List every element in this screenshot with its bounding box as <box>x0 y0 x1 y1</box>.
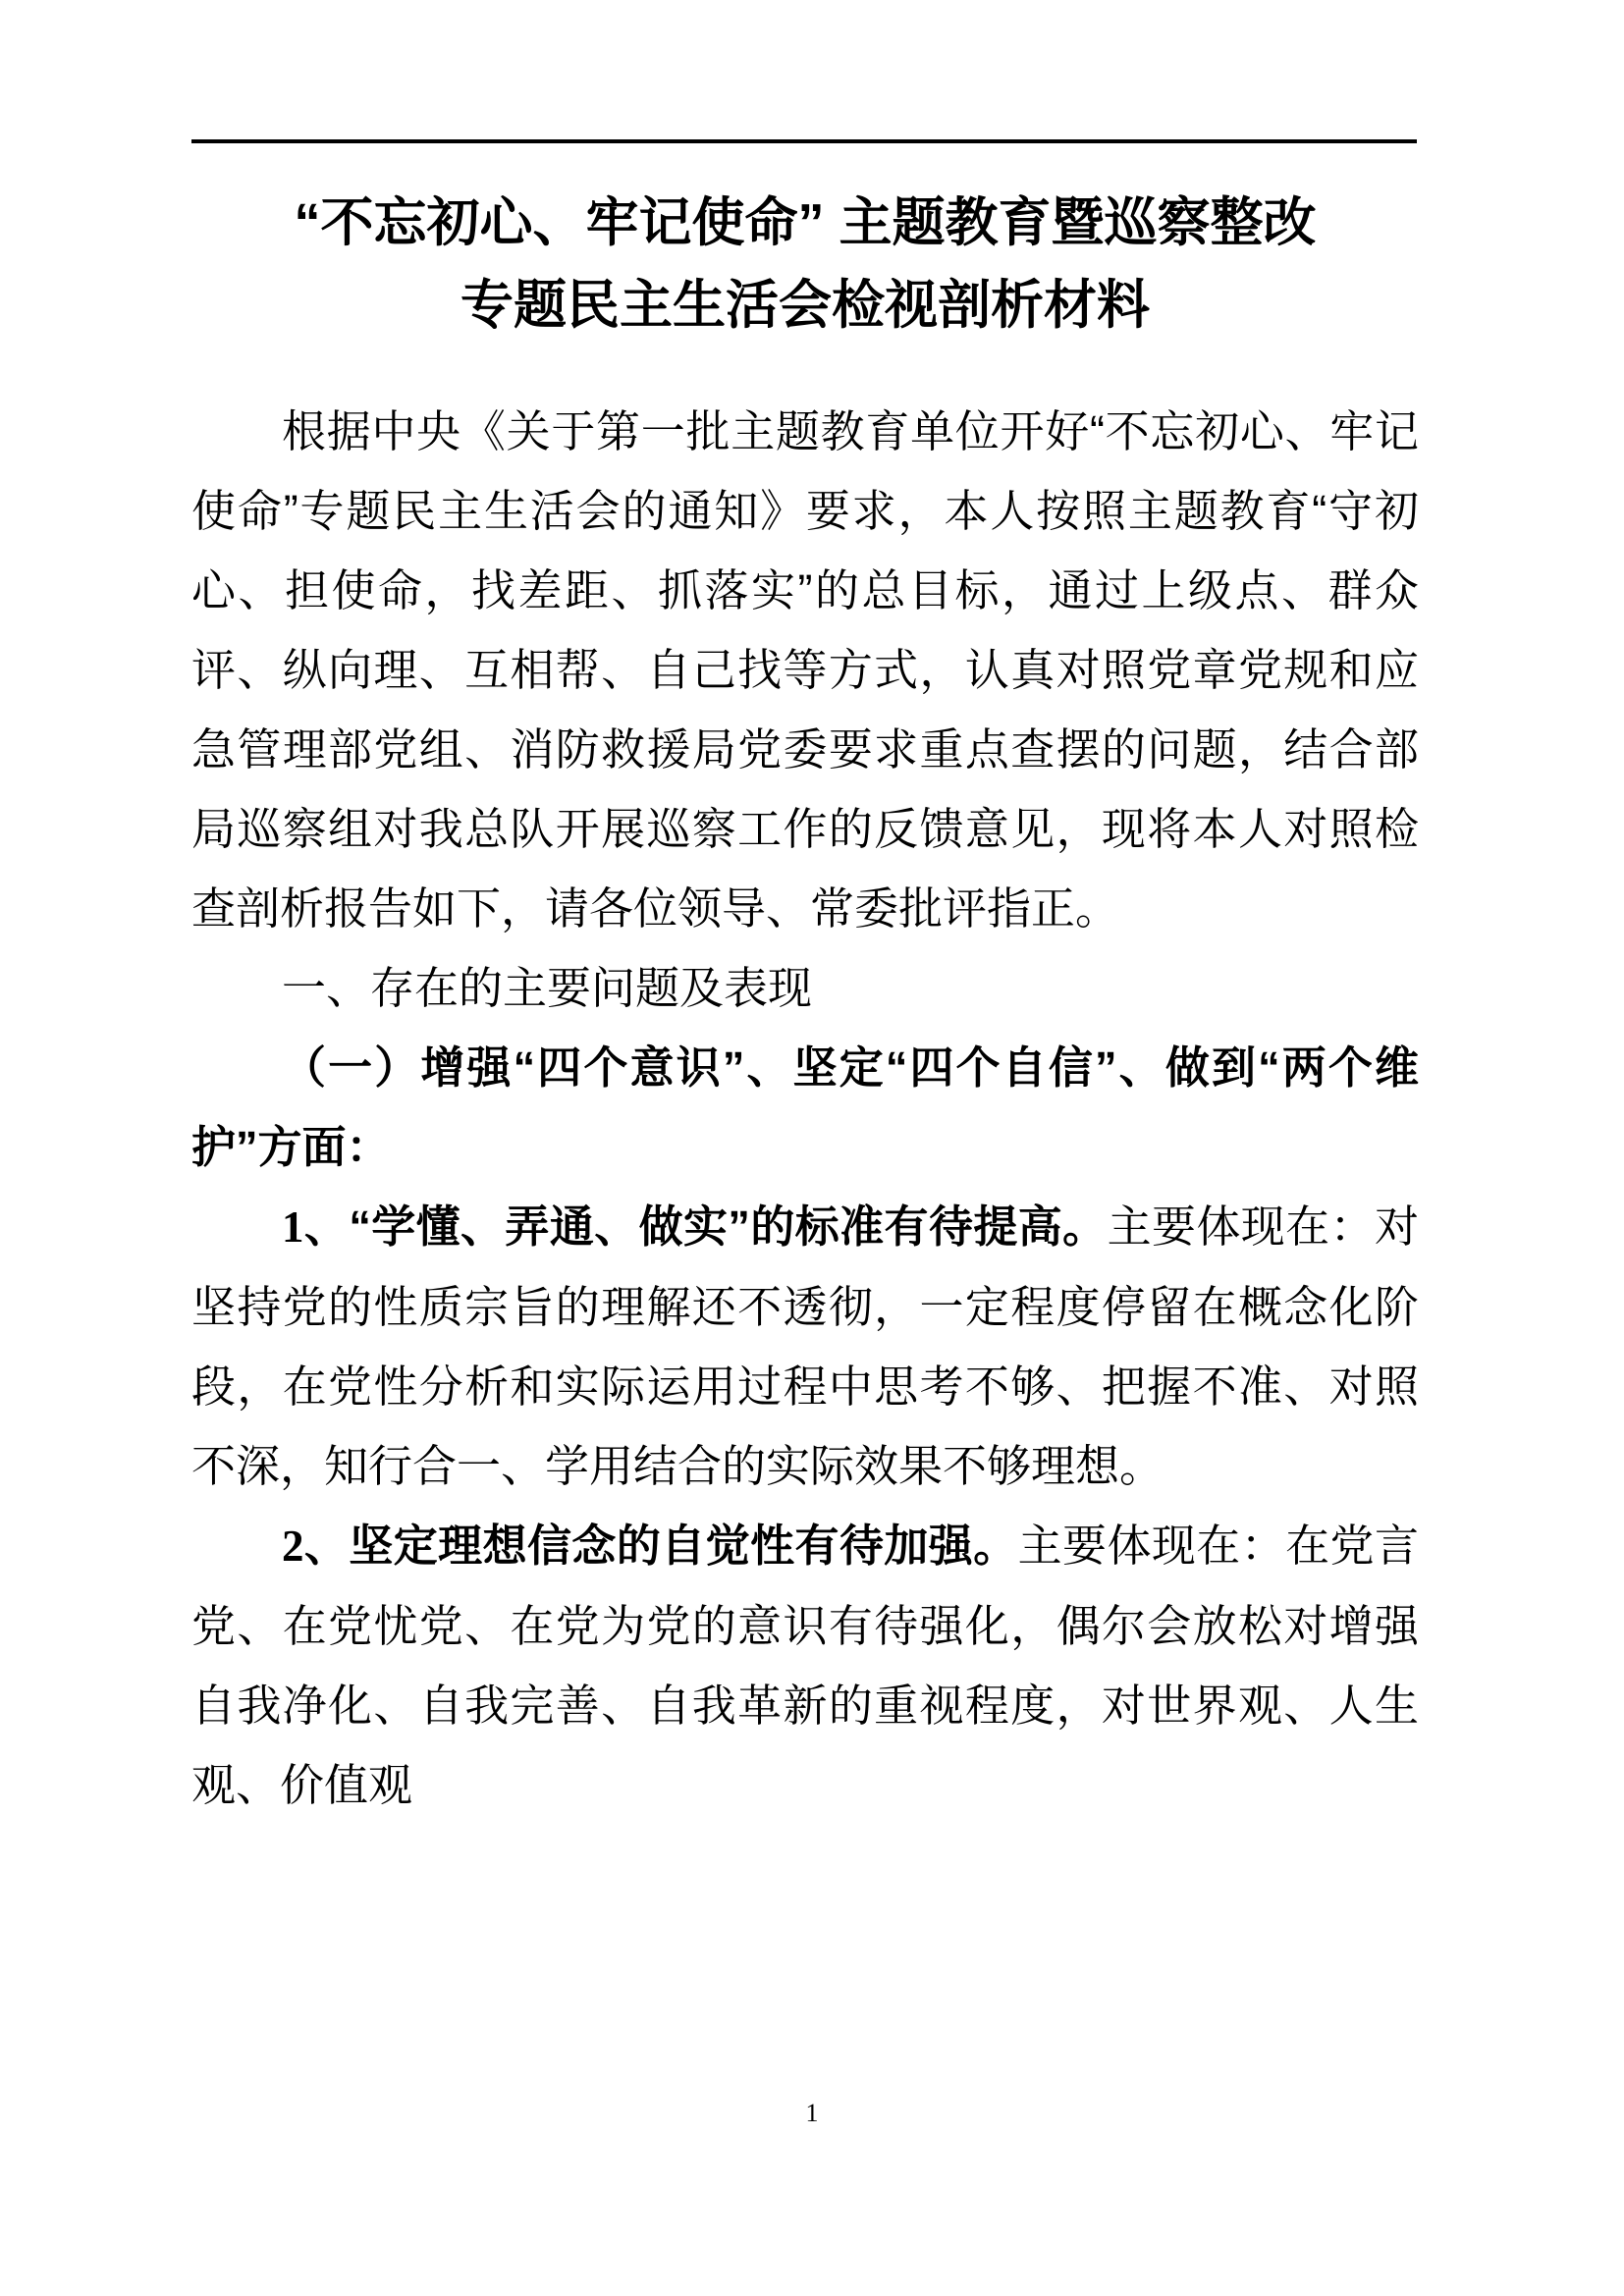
title-body-spacer <box>191 347 1419 392</box>
page-number: 1 <box>805 2099 819 2127</box>
item-number-1: 1、 <box>282 1202 350 1252</box>
page-title-line-1: “不忘初心、牢记使命” 主题教育暨巡察整改 <box>294 193 1317 252</box>
page-header <box>191 98 1417 143</box>
list-item <box>191 1187 1419 1506</box>
item-body-1: 主要体现在：对坚持党的性质宗旨的理解还不透彻，一定程度停留在概念化阶段，在党性分析和实际运用过程中思考不够、把握不准、对照不深，知行合一、学用结合的实际效果不够理想。 <box>191 1201 1419 1491</box>
item-bold-lead-1: “学懂、弄通、做实”的标准有待提高。 <box>349 1201 1108 1252</box>
page-title <box>191 182 1419 347</box>
document-body <box>191 182 1419 1825</box>
list-item <box>191 1506 1419 1825</box>
section-heading-1: 一、存在的主要问题及表现 <box>282 963 813 1013</box>
header-rule-divider <box>191 139 1417 143</box>
intro-paragraph: 根据中央《关于第一批主题教育单位开好“不忘初心、牢记使命”专题民主生活会的通知》要求，本人按照主题教育“守初心、担使命，找差距、抓落实”的总目标，通过上级点、群众评、纵向理、互相帮、自己找等方式，认真对照党章党规和应急管理部党组、消防救援局党委要求重点查摆的问题，结合部局巡察组对我总队开展巡察工作的反馈意见，现将本人对照检查剖析报告如下，请各位领导、常委批评指正。 <box>191 406 1419 934</box>
subsection-heading-a: （一）增强“四个意识”、坚定“四个自信”、做到“两个维护”方面： <box>191 1042 1419 1172</box>
page-title-line-2: 专题民主生活会检视剖析材料 <box>460 276 1150 335</box>
item-bold-lead-2: 坚定理想信念的自觉性有待加强。 <box>349 1521 1018 1571</box>
item-body-2: 主要体现在：在党言党、在党忧党、在党为党的意识有待强化，偶尔会放松对增强自我净化、自我完善、自我革新的重视程度，对世界观、人生观、价值观 <box>191 1521 1419 1810</box>
item-number-2: 2、 <box>282 1522 350 1571</box>
